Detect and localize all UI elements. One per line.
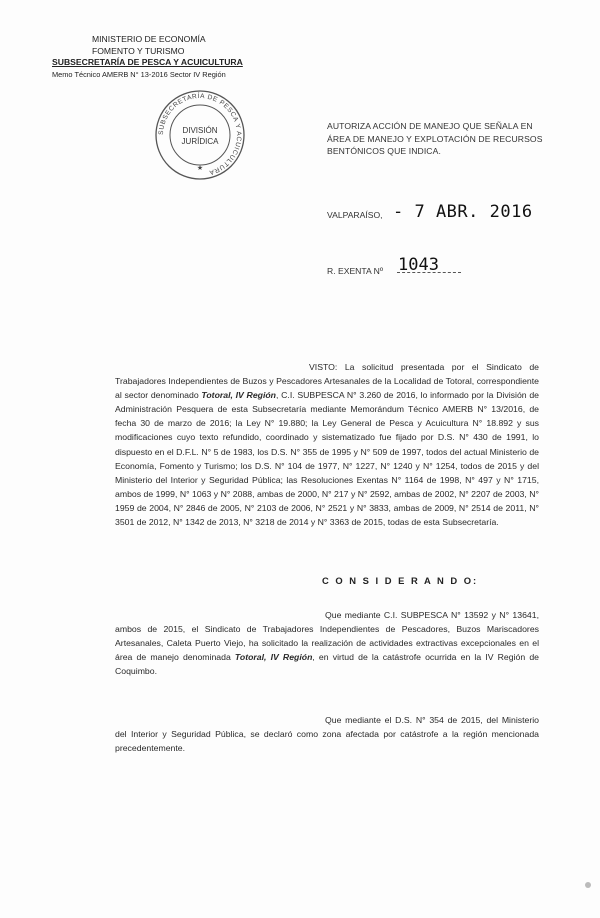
considerando-paragraph-1 — [115, 608, 539, 678]
visto-text: La solicitud presentada por el Sindicato de Trabajadores Independientes de Buzos y Pescadores Artesanales de la Localidad de Totoral, correspondiente al sector denominado — [115, 362, 539, 401]
subject-line-3: BENTÓNICOS QUE INDICA. — [327, 146, 441, 156]
considerando-1-text: Que mediante C.I. SUBPESCA N° 13592 y N° 13641, ambos de 2015, el Sindicato de Trabajadores Independientes de Pescadores, Buzos Mariscadores Artesanales, Caleta Puerto Viejo, ha solicitado la realización de actividades extractivas excepcionales en el área de manejo denominada — [115, 610, 539, 663]
visto-paragraph — [115, 360, 539, 529]
resolution-number: 1043 — [398, 255, 439, 275]
scan-mark — [585, 882, 591, 888]
considerando-2-text: Que mediante el D.S. N° 354 de 2015, del Ministerio del Interior y Seguridad Pública, se declaró como zona afectada por catástrofe a la región mencionada precedentemente. — [115, 715, 539, 754]
stamped-date: - 7 ABR. 2016 — [393, 202, 533, 222]
header-fomento: FOMENTO Y TURISMO — [92, 45, 185, 56]
considerando-heading: C O N S I D E R A N D O: — [322, 575, 479, 586]
resolution-number-line — [397, 272, 461, 273]
visto-lead: VISTO: — [309, 362, 338, 372]
resolution-subject — [327, 120, 557, 158]
visto-place: Totoral, IV Región — [201, 390, 276, 401]
header-ministry: MINISTERIO DE ECONOMÍA — [92, 34, 206, 44]
header-subsecretaria: SUBSECRETARÍA DE PESCA Y ACUICULTURA — [52, 57, 243, 67]
division-juridica-stamp-icon — [153, 88, 247, 182]
header-memo: Memo Técnico AMERB N° 13-2016 Sector IV Región — [52, 69, 226, 79]
place-label: VALPARAÍSO, — [327, 210, 383, 220]
stamp-center-line1: DIVISIÓN — [182, 126, 218, 135]
stamp-ring-text: SUBSECRETARÍA DE PESCA Y ACUICULTURA — [157, 92, 243, 176]
ministry-header — [52, 34, 282, 80]
considerando-paragraph-2 — [115, 713, 539, 755]
subject-line-1: AUTORIZA ACCIÓN DE MANEJO QUE SEÑALA EN — [327, 121, 533, 131]
stamp-center-line2: JURÍDICA — [181, 137, 219, 146]
considerando-1-text-2: , en virtud de la catástrofe ocurrida en la IV Región de Coquimbo. — [115, 652, 539, 677]
subject-line-2: ÁREA DE MANEJO Y EXPLOTACIÓN DE RECURSOS — [327, 133, 543, 144]
stamp-star-icon: ★ — [196, 164, 204, 172]
considerando-1-place: Totoral, IV Región — [234, 652, 313, 663]
visto-text-2: , C.I. SUBPESCA N° 3.260 de 2016, lo informado por la División de Administración Pesquera de esta Subsecretaría mediante Memorándum Técnico AMERB N° 13/2016, de fecha 30 de marzo de 2016; la Ley N° 19.880; la Ley General de Pesca y Acuicultura N° 18.892 y sus modificaciones cuyo texto refundido, coordinado y sistematizado fue fijado por D.S. N° 430 de 1991, lo dispuesto en el D.F.L. N° 5 de 1983, los D.S. N° 355 de 1995 y N° 509 de 1997, todos del actual Ministerio de Economía, Fomento y Turismo; los D.S. N° 104 de 1977, N° 1227, N° 1240 y N° 1254, todos de 2015 y del Ministerio del Interior y Seguridad Pública; las Resoluciones Exentas N° 1164 de 1998, N° 497 y N° 1715, ambos de 1999, N° 1063 y N° 2088, ambas de 2000, N° 217 y N° 2592, ambas de 2002, N° 2207 de 2003, N° 1959 de 2004, N° 2846 de 2005, N° 2103 de 2006, N° 2521 y N° 3833, ambas de 2009, N° 2514 de 2011, N° 3501 de 2012, N° 1342 de 2013, N° 3218 de 2014 y N° 3363 de 2015, todas de esta Subsecretaría. — [115, 390, 539, 528]
resolution-label: R. EXENTA Nº — [327, 266, 383, 276]
